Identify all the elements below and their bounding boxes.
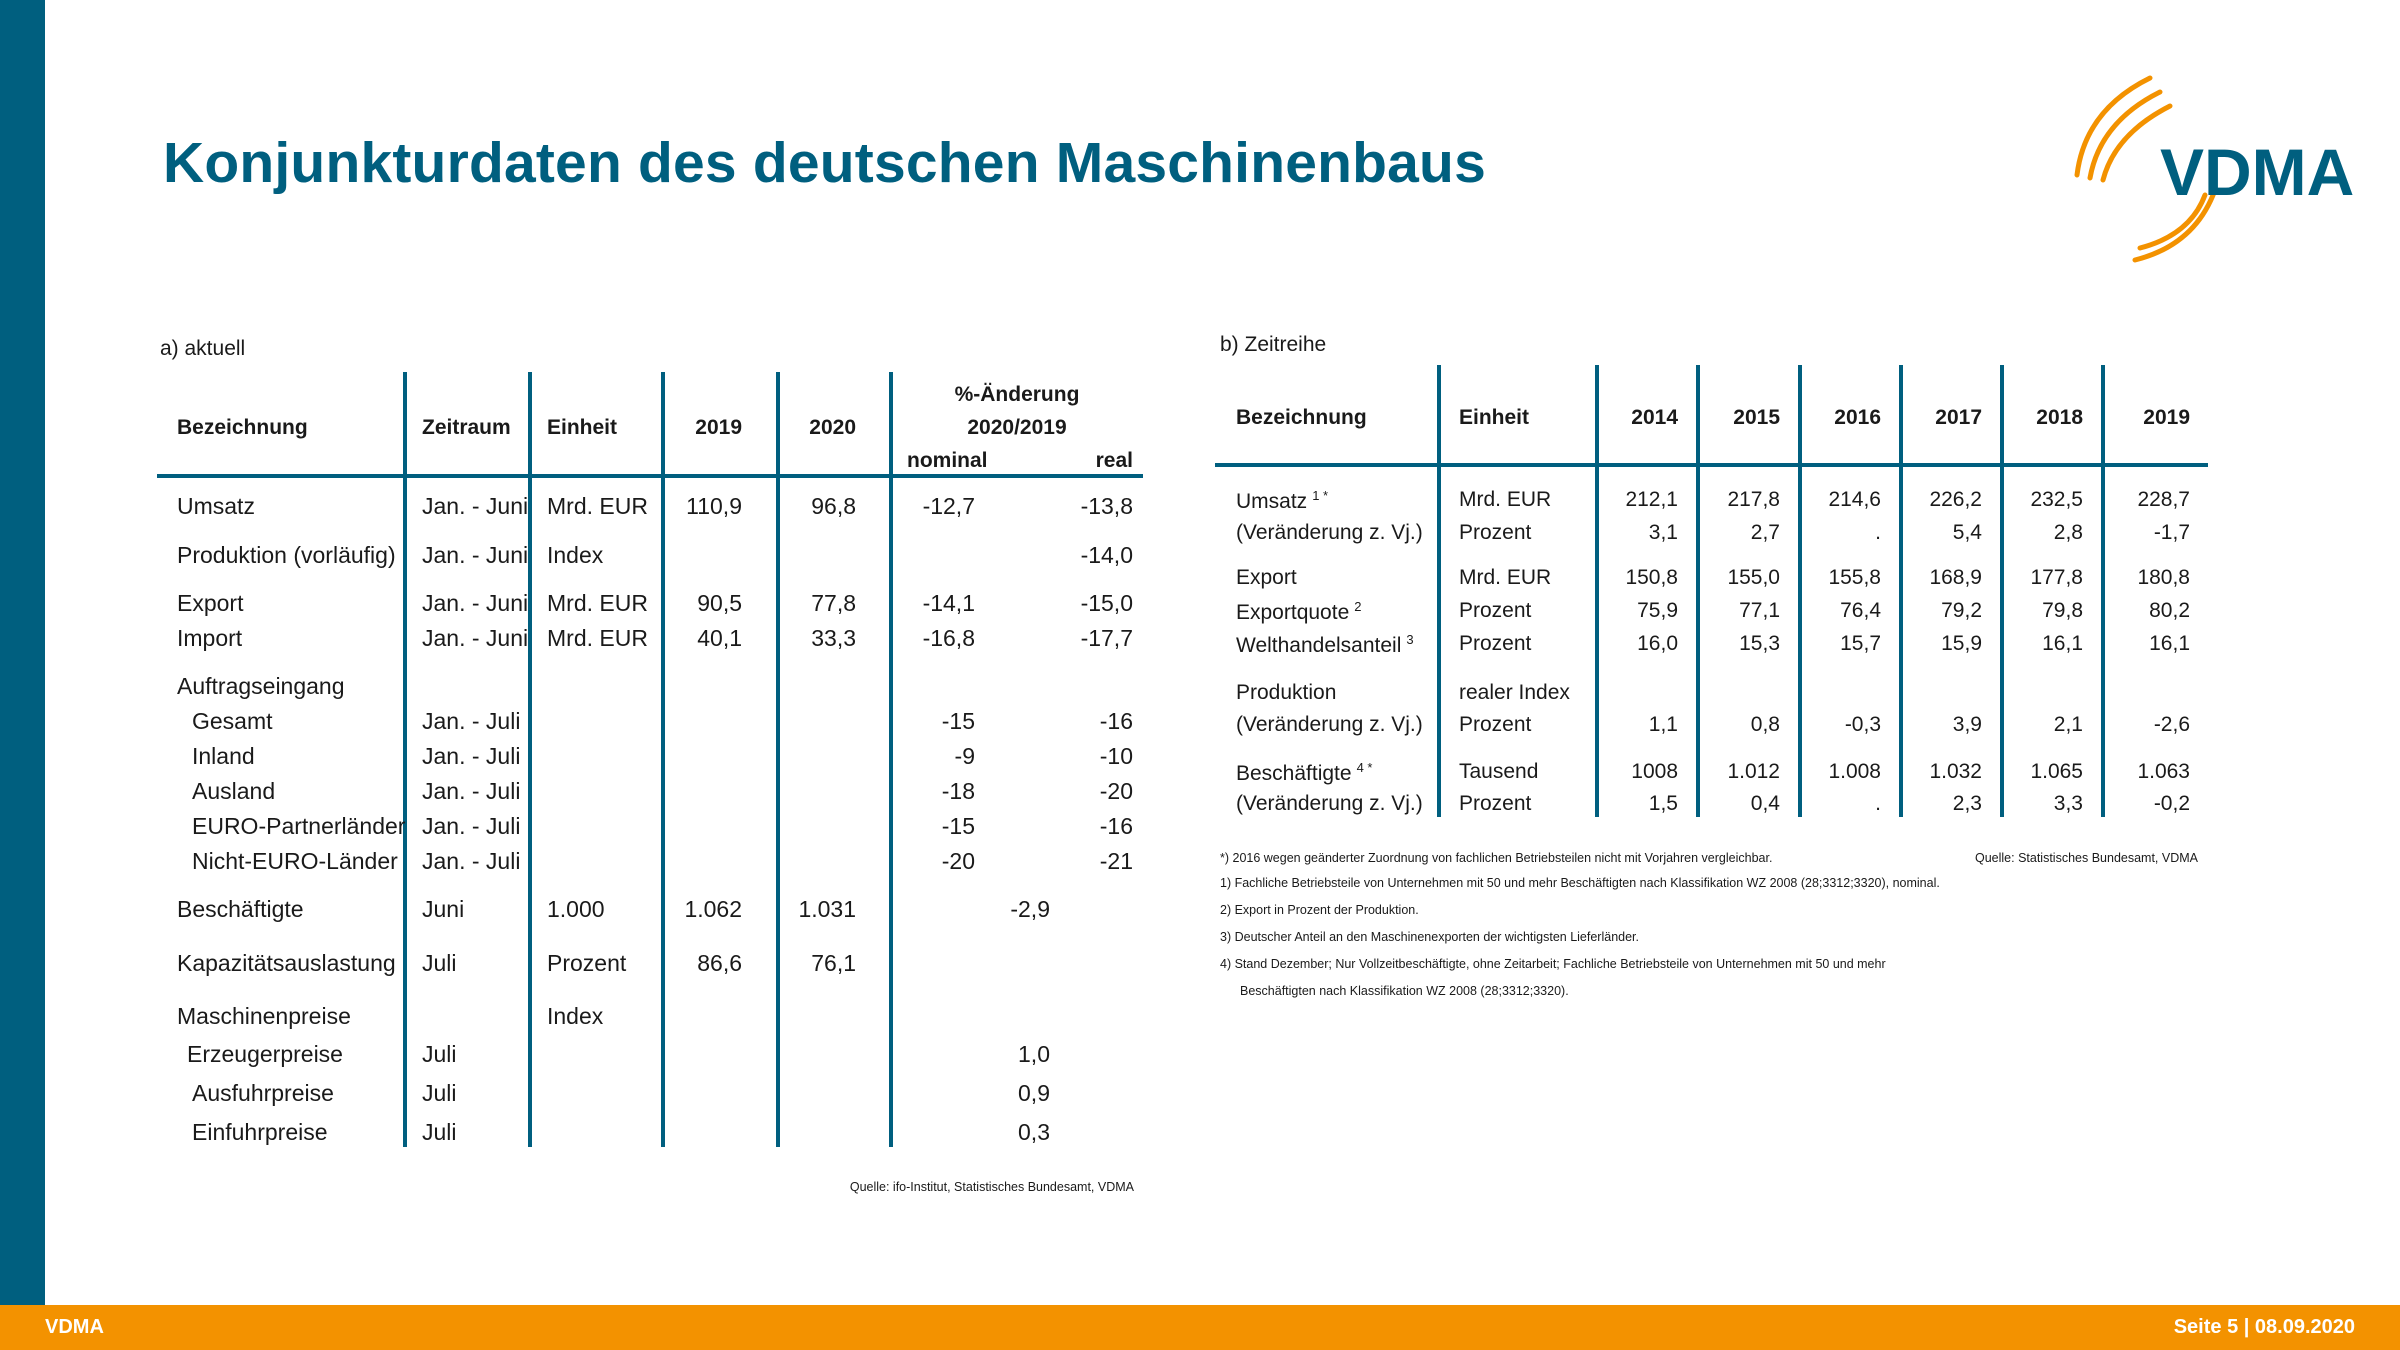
- footnote: 3) Deutscher Anteil an den Maschinenexporten der wichtigsten Lieferländer.: [1220, 930, 1640, 944]
- footnote: Beschäftigten nach Klassifikation WZ 2008 (28;3312;3320).: [1240, 984, 1569, 998]
- table-b-header-rule: [1215, 463, 2208, 467]
- table-a-divider: [528, 372, 532, 1147]
- row-nominal: -20: [941, 848, 975, 874]
- row-b-einheit: Prozent: [1459, 792, 1532, 815]
- table-a-source: Quelle: ifo-Institut, Statistisches Bundesamt, VDMA: [849, 1180, 1134, 1194]
- table-a-header-rule: [157, 474, 1143, 478]
- row-zeitraum: Jan. - Juli: [422, 848, 521, 874]
- row-b-value: 3,1: [1648, 521, 1678, 544]
- row-real: -15,0: [1080, 590, 1133, 616]
- header-aenderung: %-Änderung: [954, 383, 1080, 406]
- table-a-divider: [776, 372, 780, 1147]
- row-b-value: 177,8: [2030, 566, 2083, 589]
- table-b-divider: [1595, 365, 1599, 817]
- row-einheit: Prozent: [547, 950, 627, 976]
- row-b-name-wrap: [1236, 632, 1414, 658]
- row-zeitraum: Juni: [422, 896, 465, 922]
- row-change: 1,0: [1018, 1041, 1050, 1067]
- row-b-value: 16,1: [2149, 632, 2190, 655]
- table-b-source: Quelle: Statistisches Bundesamt, VDMA: [1974, 851, 2198, 865]
- row-b-value: 16,0: [1637, 632, 1678, 655]
- row-zeitraum: Jan. - Juli: [422, 743, 521, 769]
- row-b-value: 75,9: [1637, 599, 1678, 622]
- header-2019: 2019: [695, 416, 742, 439]
- footer-bar: [0, 1305, 2400, 1350]
- header-b-year: 2018: [2036, 406, 2083, 429]
- header-2020: 2020: [809, 416, 856, 439]
- row-b-value: 1,5: [1648, 792, 1678, 815]
- row-b-name: Welthandelsanteil: [1236, 634, 1402, 657]
- header-b-year: 2017: [1935, 406, 1982, 429]
- logo-text: VDMA: [2160, 135, 2355, 209]
- footnote-marker: 2: [1354, 599, 1362, 614]
- row-b-name: (Veränderung z. Vj.): [1236, 713, 1423, 736]
- row-zeitraum: Juli: [422, 1041, 457, 1067]
- row-b-name-wrap: [1236, 488, 1328, 514]
- row-b-value: 77,1: [1739, 599, 1780, 622]
- row-real: -16: [1099, 708, 1133, 734]
- row-b-value: 226,2: [1929, 488, 1982, 511]
- row-b-einheit: Tausend: [1459, 760, 1539, 783]
- row-b-einheit: Prozent: [1459, 713, 1532, 736]
- row-b-value: 3,3: [2053, 792, 2083, 815]
- row-b-value: 76,4: [1840, 599, 1881, 622]
- row-b-value: 217,8: [1727, 488, 1780, 511]
- row-change: 0,9: [1018, 1080, 1050, 1106]
- row-b-name-wrap: [1236, 760, 1372, 786]
- footnote: 1) Fachliche Betriebsteile von Unternehmen mit 50 und mehr Beschäftigten nach Klassifikation WZ 2008 (28;3312;3320), nominal.: [1220, 876, 1940, 890]
- row-name: Nicht-EURO-Länder: [192, 848, 398, 874]
- footnote: 2) Export in Prozent der Produktion.: [1220, 903, 1419, 917]
- row-b-value: 15,7: [1840, 632, 1881, 655]
- row-einheit: 1.000: [547, 896, 605, 922]
- row-b-value: -2,6: [2153, 713, 2190, 736]
- row-real: -14,0: [1080, 542, 1133, 568]
- vdma-logo: [2055, 70, 2365, 270]
- row-nominal: -16,8: [922, 625, 975, 651]
- row-einheit: Mrd. EUR: [547, 590, 648, 616]
- row-zeitraum: Jan. - Juli: [422, 813, 521, 839]
- footnote-marker: 3: [1406, 632, 1414, 647]
- row-b-value: 228,7: [2137, 488, 2190, 511]
- row-value-2019: 90,5: [697, 590, 742, 616]
- footnote: 4) Stand Dezember; Nur Vollzeitbeschäftigte, ohne Zeitarbeit; Fachliche Betriebsteile von Unternehmen mit 50 und mehr: [1220, 957, 1886, 971]
- row-zeitraum: Jan. - Juli: [422, 778, 521, 804]
- row-real: -13,8: [1080, 493, 1133, 519]
- row-einheit: Index: [547, 542, 604, 568]
- table-b-label: b) Zeitreihe: [1220, 333, 1327, 356]
- row-b-value: 0,4: [1750, 792, 1780, 815]
- footer-brand: VDMA: [45, 1316, 104, 1338]
- table-b-footnote-star: *) 2016 wegen geänderter Zuordnung von fachlichen Betriebsteilen nicht mit Vorjahren vergleichbar.: [1220, 851, 1773, 865]
- table-b-divider: [1899, 365, 1903, 817]
- row-zeitraum: Jan. - Juni: [422, 625, 529, 651]
- row-einheit: Mrd. EUR: [547, 493, 648, 519]
- row-name: Inland: [192, 743, 255, 769]
- row-b-value: 1.032: [1929, 760, 1982, 783]
- row-name: Ausfuhrpreise: [192, 1080, 334, 1106]
- row-name: Gesamt: [192, 708, 273, 734]
- page-title: Konjunkturdaten des deutschen Maschinenbaus: [163, 131, 1486, 195]
- row-name: Erzeugerpreise: [187, 1041, 343, 1067]
- row-value-2019: 40,1: [697, 625, 742, 651]
- row-b-einheit: Prozent: [1459, 632, 1532, 655]
- row-b-einheit: Prozent: [1459, 599, 1532, 622]
- row-b-value: 2,3: [1952, 792, 1982, 815]
- row-value-2019: 110,9: [686, 493, 742, 519]
- row-b-value: -1,7: [2153, 521, 2190, 544]
- row-name: Import: [177, 625, 243, 651]
- table-a-label: a) aktuell: [160, 337, 246, 360]
- table-b-divider: [1696, 365, 1700, 817]
- row-b-value: 1008: [1631, 760, 1678, 783]
- footer-page-info: Seite 5 | 08.09.2020: [2173, 1316, 2355, 1338]
- row-b-value: 155,0: [1727, 566, 1780, 589]
- header-aenderung-period: 2020/2019: [967, 416, 1067, 439]
- row-real: -16: [1099, 813, 1133, 839]
- row-value-2020: 76,1: [811, 950, 856, 976]
- row-b-value: 80,2: [2149, 599, 2190, 622]
- row-real: -21: [1099, 848, 1133, 874]
- row-real: -17,7: [1080, 625, 1133, 651]
- header-b-year: 2016: [1834, 406, 1881, 429]
- row-b-value: 155,8: [1828, 566, 1881, 589]
- row-b-value: -0,2: [2153, 792, 2190, 815]
- row-b-value: 168,9: [1929, 566, 1982, 589]
- row-b-value: 15,9: [1941, 632, 1982, 655]
- row-name: Beschäftigte: [177, 896, 304, 922]
- row-value-2020: 1.031: [798, 896, 856, 922]
- row-name: Maschinenpreise: [177, 1003, 351, 1029]
- header-einheit: Einheit: [547, 416, 618, 439]
- row-nominal: -15: [941, 813, 975, 839]
- header-nominal: nominal: [907, 449, 988, 472]
- row-value-2020: 96,8: [811, 493, 856, 519]
- row-nominal: -9: [954, 743, 975, 769]
- row-change: -2,9: [1010, 896, 1050, 922]
- row-b-value: 2,1: [2053, 713, 2083, 736]
- row-zeitraum: Juli: [422, 1119, 457, 1145]
- row-change: 0,3: [1018, 1119, 1050, 1145]
- row-b-value: 5,4: [1952, 521, 1982, 544]
- row-b-value: 1.065: [2030, 760, 2083, 783]
- row-b-value: 79,2: [1941, 599, 1982, 622]
- table-a-divider: [403, 372, 407, 1147]
- row-name: Produktion (vorläufig): [177, 542, 396, 568]
- row-zeitraum: Jan. - Juni: [422, 590, 529, 616]
- header-zeitraum: Zeitraum: [422, 416, 511, 439]
- header-bezeichnung: Bezeichnung: [177, 416, 308, 439]
- row-b-name: (Veränderung z. Vj.): [1236, 521, 1423, 544]
- row-b-name: Umsatz: [1236, 490, 1308, 513]
- row-value-2020: 77,8: [811, 590, 856, 616]
- row-b-value: 2,7: [1750, 521, 1780, 544]
- row-real: -20: [1099, 778, 1133, 804]
- row-value-2019: 86,6: [697, 950, 742, 976]
- row-b-value: 232,5: [2030, 488, 2083, 511]
- row-b-value: 2,8: [2053, 521, 2083, 544]
- row-b-name-wrap: [1236, 599, 1361, 625]
- row-nominal: -18: [941, 778, 975, 804]
- row-b-value: .: [1875, 792, 1881, 815]
- footnote-marker: 1 *: [1312, 488, 1329, 503]
- row-zeitraum: Juli: [422, 1080, 457, 1106]
- row-name: Kapazitätsauslastung: [177, 950, 396, 976]
- row-b-value: 212,1: [1625, 488, 1678, 511]
- header-b-year: 2014: [1631, 406, 1678, 429]
- row-b-value: 15,3: [1739, 632, 1780, 655]
- table-a-divider: [661, 372, 665, 1147]
- row-nominal: -14,1: [922, 590, 975, 616]
- row-zeitraum: Jan. - Juni: [422, 542, 529, 568]
- header-b-bezeichnung: Bezeichnung: [1236, 406, 1367, 429]
- row-b-value: 1.063: [2137, 760, 2190, 783]
- header-b-year: 2019: [2143, 406, 2190, 429]
- footnote-marker: 4 *: [1356, 760, 1373, 775]
- row-value-2020: 33,3: [811, 625, 856, 651]
- row-b-value: 16,1: [2042, 632, 2083, 655]
- row-name: Umsatz: [177, 493, 255, 519]
- row-b-name: Export: [1236, 566, 1297, 589]
- row-b-value: -0,3: [1844, 713, 1881, 736]
- header-b-einheit: Einheit: [1459, 406, 1530, 429]
- row-b-einheit: Mrd. EUR: [1459, 566, 1552, 589]
- row-name: EURO-Partnerländer: [192, 813, 406, 839]
- row-b-einheit: Prozent: [1459, 521, 1532, 544]
- row-b-name: Beschäftigte: [1236, 762, 1352, 785]
- row-name: Export: [177, 590, 244, 616]
- row-name: Auftragseingang: [177, 673, 345, 699]
- row-b-name: Exportquote: [1236, 601, 1350, 624]
- table-b-divider: [1437, 365, 1441, 817]
- row-b-value: 0,8: [1750, 713, 1780, 736]
- row-b-value: 1.012: [1727, 760, 1780, 783]
- header-b-year: 2015: [1733, 406, 1780, 429]
- row-b-einheit: realer Index: [1459, 681, 1570, 704]
- row-b-value: 79,8: [2042, 599, 2083, 622]
- row-zeitraum: Jan. - Juli: [422, 708, 521, 734]
- row-b-name: (Veränderung z. Vj.): [1236, 792, 1423, 815]
- row-b-value: 214,6: [1828, 488, 1881, 511]
- row-einheit: Index: [547, 1003, 604, 1029]
- left-accent-bar: [0, 0, 45, 1305]
- row-b-value: 3,9: [1952, 713, 1982, 736]
- row-real: -10: [1099, 743, 1133, 769]
- row-zeitraum: Juli: [422, 950, 457, 976]
- row-nominal: -15: [941, 708, 975, 734]
- table-b-divider: [2101, 365, 2105, 817]
- row-b-value: 1.008: [1828, 760, 1881, 783]
- row-b-value: 150,8: [1625, 566, 1678, 589]
- row-b-name: Produktion: [1236, 681, 1337, 704]
- row-b-value: 180,8: [2137, 566, 2190, 589]
- table-a-divider: [889, 372, 893, 1147]
- header-real: real: [1095, 449, 1133, 472]
- table-b-divider: [1798, 365, 1802, 817]
- row-zeitraum: Jan. - Juni: [422, 493, 529, 519]
- row-value-2019: 1.062: [684, 896, 742, 922]
- row-nominal: -12,7: [922, 493, 975, 519]
- row-einheit: Mrd. EUR: [547, 625, 648, 651]
- row-b-einheit: Mrd. EUR: [1459, 488, 1552, 511]
- table-b-divider: [2000, 365, 2004, 817]
- row-name: Ausland: [192, 778, 276, 804]
- row-b-value: 1,1: [1648, 713, 1678, 736]
- row-name: Einfuhrpreise: [192, 1119, 328, 1145]
- row-b-value: .: [1875, 521, 1881, 544]
